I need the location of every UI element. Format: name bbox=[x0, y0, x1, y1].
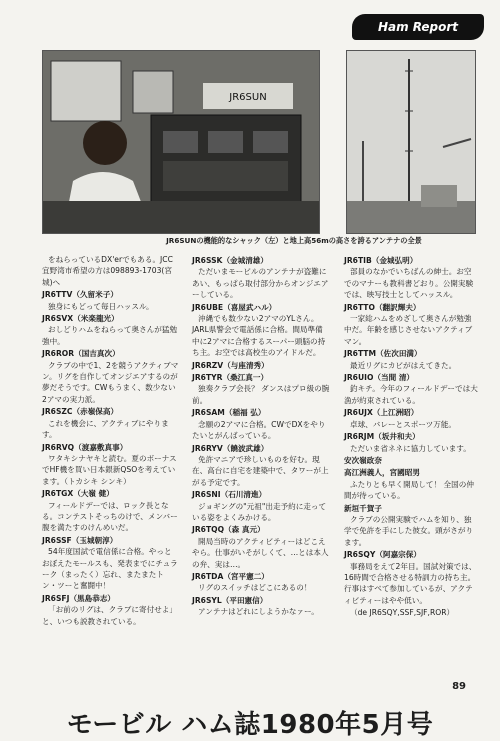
callsign-heading: JR6SVX（米楽龍光） bbox=[42, 314, 119, 324]
member-description: 部員のなかでいちばんの紳士。お空でのマナーも教科書どおり。公開実験では、映写技士としてハッスル。 bbox=[344, 267, 474, 300]
member-description: 事務局をえて2年目。国試対策では、16時間で合格させる特訓力の持ち主。行事はすべて参加しているが、アクティビティーはやや低い。 bbox=[344, 561, 477, 605]
member-description: ジョギングの"元祖"出走予約に走っている姿をよくみかける。 bbox=[192, 501, 327, 522]
callsign-heading: 新垣千賀子 bbox=[344, 503, 382, 513]
callsign-heading: JR6SZC（赤嶺保高） bbox=[42, 407, 119, 417]
member-description: 「お前のリグは、クラブに寄付せよ」と、いつも説教されている。 bbox=[42, 605, 177, 626]
callsign-heading: JR6RYV（饒波武雄） bbox=[192, 443, 269, 453]
callsign-heading: JR6UJX（上江洲昭） bbox=[344, 408, 419, 418]
callsign-heading: JR6SYL（平田憲信） bbox=[192, 595, 268, 605]
member-description: 開局当時のアクティビティーはどこえやら。仕事がいそがしくて、…とは本人の弁、実は…。 bbox=[192, 536, 329, 569]
member-description: 最近リグにカビがはえてきた。 bbox=[350, 360, 457, 370]
callsign-heading: JR6RJM（坂井和夫） bbox=[344, 432, 420, 442]
member-description: 卓球、バレーとスポーツ万能。 bbox=[350, 419, 457, 429]
member-description: 独奏クラブ会長？ ダンスはプロ級の腕前。 bbox=[192, 384, 330, 405]
member-description: リグのスイッチはどこにあるの！ bbox=[198, 583, 312, 593]
member-description: をねらっているDX'erでもある。JCC宜野湾市希望の方は098893-1703(宮城)へ bbox=[42, 255, 173, 287]
section-badge: Ham Report bbox=[352, 14, 484, 40]
callsign-heading: 高江洲義人，宮國昭男 bbox=[344, 468, 420, 478]
callsign-heading: JR6ROR（国吉真次） bbox=[42, 349, 120, 359]
callsign-heading: 安次嶺政奈 bbox=[344, 455, 382, 465]
member-description: 免許マニアで珍しいものを好む。現在、高台に自宅を建築中で、タワーが上がる予定です。 bbox=[192, 454, 329, 487]
member-description: クラブの中で1、2を競うアクティブマン。リグを自作してオンジエアするのが夢だそうです。CWもうまく、数少ない2アマの実力派。 bbox=[42, 360, 179, 404]
article-column-3 bbox=[344, 254, 478, 620]
callsign-heading: JR6SAM（稲福 弘） bbox=[192, 408, 266, 418]
callsign-heading: JR6SQY（阿嘉宗保） bbox=[344, 550, 421, 560]
callsign-heading: JR6TQQ（森 真元） bbox=[192, 525, 265, 535]
member-description: フィールドデーでは、ロック長とな る。コンテストそっちのけで、メンバー腹を満たすのけんめいだ。 bbox=[42, 500, 178, 533]
callsign-heading: JR6TTO（翻訳輝夫） bbox=[344, 302, 421, 312]
callsign-heading: JR6UIO（当間 清） bbox=[344, 373, 415, 383]
antenna-photo bbox=[346, 50, 476, 234]
callsign-heading: JR6SNI（石川清進） bbox=[192, 490, 267, 500]
shack-photo-illustration bbox=[43, 51, 319, 233]
shack-photo bbox=[42, 50, 320, 234]
member-description: 54年度国試で電信係に合格。やっとおぼえたモールスも、発表までにチュラーク（まったく）忘れ、またまたトン・ツーと奮闘中！ bbox=[42, 547, 178, 591]
callsign-heading: JR6SSK（金城清雄） bbox=[192, 256, 268, 265]
member-description: （de JR6SQY,SSF,SJF,ROR） bbox=[350, 608, 455, 618]
antenna-photo-illustration bbox=[347, 51, 475, 233]
member-description: 釣キチ。今年のフィールドデーでは大漁が約束されている。 bbox=[344, 384, 478, 405]
callsign-heading: JR6UBE（喜屋武ハル） bbox=[192, 302, 277, 312]
member-description: 沖縄でも数少ない2アマのYLさん。JARL県警会で電話係に合格。間局準備中に2アマに合格するスーパー頭脳の持ち主。お空では高校生のアイドルだ。 bbox=[192, 314, 326, 358]
callsign-heading: JR6TTM（佐次田満） bbox=[344, 349, 422, 359]
svg-text:JR6SUN: JR6SUN bbox=[229, 92, 267, 103]
member-description: おしどりハムをねらって奥さんが猛勉強中。 bbox=[42, 325, 178, 346]
page-number: 89 bbox=[452, 681, 466, 692]
article-column-2 bbox=[192, 254, 330, 619]
callsign-heading: JR6RZV（与座清秀） bbox=[192, 360, 269, 370]
callsign-heading: JR6SFJ（黒島恭志） bbox=[42, 593, 116, 603]
article-column-1 bbox=[42, 254, 179, 628]
callsign-heading: JR6TDA（宮平憲二） bbox=[192, 571, 269, 581]
callsign-heading: JR6TYR（桑江真一） bbox=[192, 373, 269, 383]
callsign-heading: JR6RVQ（渡嘉敷真事） bbox=[42, 442, 128, 452]
member-description: これを機会に、アクティブにやります。 bbox=[42, 418, 169, 440]
member-description: クラブの公開実験でハムを知り、独学で免許を手にした彼女。頭がさがります。 bbox=[344, 514, 474, 547]
member-description: 独身にもどって毎日ハッスル。 bbox=[48, 301, 154, 311]
callsign-heading: JR6TGX（大嶺 健） bbox=[42, 489, 114, 499]
photo-caption: JR6SUNの機能的なシャック（左）と地上高56mの高さを誇るアンテナの全景 bbox=[166, 236, 422, 245]
member-description: ふたりとも早く開局して！ 全国の仲間が待っている。 bbox=[344, 479, 474, 501]
member-description: ワタキシナヤキと読む。夏のボーナスでHF機を買い日本銀新QSOを考えています。（トカシキ シンキ） bbox=[42, 453, 177, 486]
member-description: 念願の2アマに合格。CWでDXをやりたいとがんばっている。 bbox=[192, 419, 326, 441]
callsign-heading: JR6TIB（金城弘明） bbox=[344, 256, 418, 265]
member-description: 一家総ハムをめざして奥さんが勉強中だ。年齢を感じさせないアクティブマン。 bbox=[344, 314, 473, 346]
member-description: ただいまモービルのアンテナが盗難にあい、もっぱら取付部分からオンジエアーしている。 bbox=[192, 267, 329, 300]
member-description: アンテナはどれにしようかなァー。 bbox=[198, 607, 319, 617]
callsign-heading: JR6TTV（久留米子） bbox=[42, 290, 118, 300]
callsign-heading: JR6SSF（玉城朝淳） bbox=[42, 535, 118, 545]
magazine-footer: モービル ハム誌1980年5月号 bbox=[66, 710, 434, 740]
member-description: ただいま省ネネに協力しています。 bbox=[350, 443, 471, 453]
